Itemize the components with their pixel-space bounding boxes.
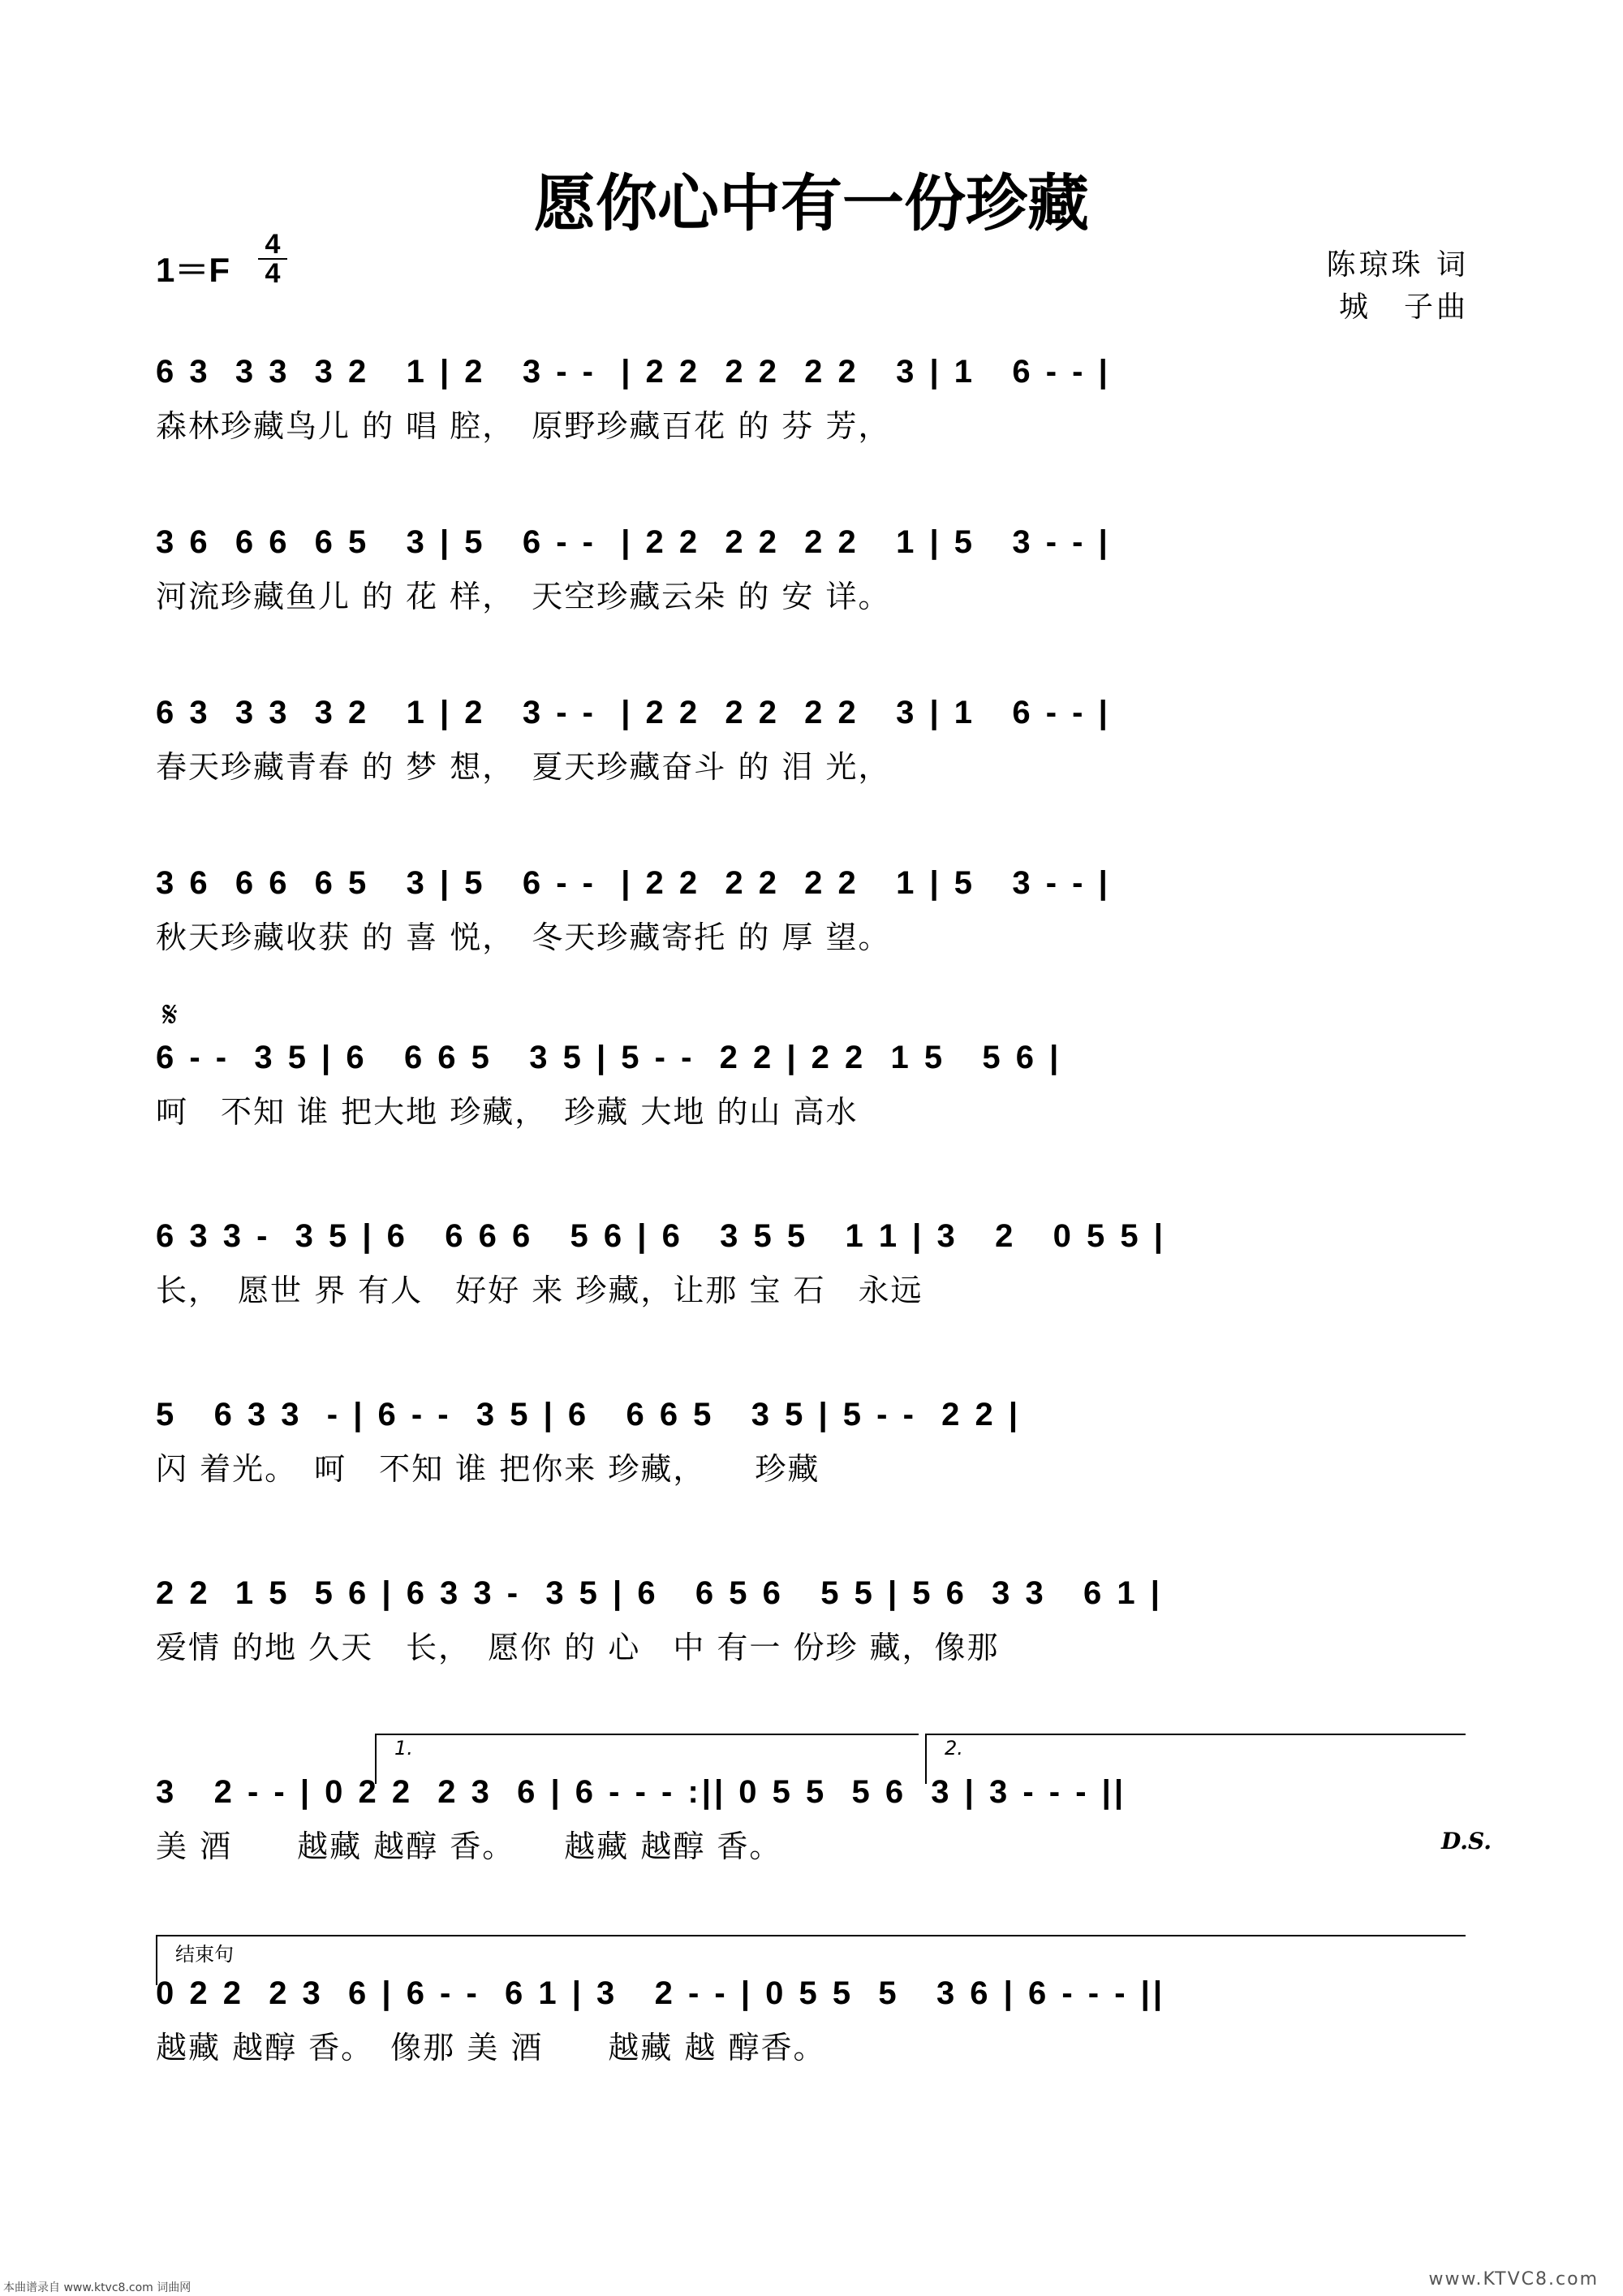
lyrics-line: 爱情 的地 久天 长， 愿你 的 心 中 有一 份珍 藏，像那 <box>156 1630 1000 1665</box>
dal-segno-mark: D.S. <box>1441 1828 1492 1854</box>
lyrics-line: 秋天珍藏收获 的 喜 悦， 冬天珍藏寄托 的 厚 望。 <box>156 920 891 955</box>
footer-source-note: 本曲谱录自 www.ktvc8.com 词曲网 <box>3 2281 192 2294</box>
footer-watermark: www.KTVC8.com <box>1428 2269 1599 2290</box>
lyrics-line: 长， 愿世 界 有人 好好 来 珍藏，让那 宝 石 永远 <box>156 1273 923 1308</box>
score-row-3 <box>0 690 1623 852</box>
lyrics-line: 河流珍藏鱼儿 的 花 样， 天空珍藏云朵 的 安 详。 <box>156 579 891 614</box>
notes-line: 0 2 2 2 3 6 | 6 - - 6 1 | 3 2 - - | 0 5 5 5 3 6 | 6 - - - || <box>156 1975 1166 2011</box>
notes-line: 6 3 3 3 3 2 1 | 2 3 - - | 2 2 2 2 2 2 3 | 1 6 - - | <box>156 354 1111 390</box>
lyrics-line: 闪 着光。 呵 不知 谁 把你来 珍藏， 珍藏 <box>156 1451 820 1487</box>
lyrics-line: 呵 不知 谁 把大地 珍藏， 珍藏 大地 的山 高水 <box>156 1094 859 1130</box>
key-signature: 1＝F <box>156 251 230 289</box>
lyricist-credit: 陈琼珠 词 <box>1326 248 1469 282</box>
composer-credit: 城 子曲 <box>1338 291 1469 324</box>
lyrics-line: 越藏 越醇 香。 像那 美 酒 越藏 越 醇香。 <box>156 2030 826 2066</box>
lyrics-line: 森林珍藏鸟儿 的 唱 腔， 原野珍藏百花 的 芬 芳， <box>156 408 891 444</box>
time-signature <box>258 230 287 287</box>
notes-line: 6 3 3 - 3 5 | 6 6 6 6 5 6 | 6 3 5 5 1 1 | 3 2 0 5 5 | <box>156 1218 1166 1254</box>
score-row-1 <box>0 349 1623 511</box>
notes-line: 3 6 6 6 6 5 3 | 5 6 - - | 2 2 2 2 2 2 1 | 5 3 - - | <box>156 865 1111 901</box>
volta-2-label: 2. <box>945 1737 963 1760</box>
lyrics-line: 春天珍藏青春 的 梦 想， 夏天珍藏奋斗 的 泪 光， <box>156 749 891 785</box>
time-signature-denominator: 4 <box>265 258 281 289</box>
notes-line: 3 6 6 6 6 5 3 | 5 6 - - | 2 2 2 2 2 2 1 | 5 3 - - | <box>156 524 1111 560</box>
notes-line: 6 3 3 3 3 2 1 | 2 3 - - | 2 2 2 2 2 2 3 | 1 6 - - | <box>156 695 1111 730</box>
page-title: 愿你心中有一份珍藏 <box>534 167 1089 239</box>
notes-line: 5 6 3 3 - | 6 - - 3 5 | 6 6 6 5 3 5 | 5 - - 2 2 | <box>156 1397 1022 1432</box>
notes-line: 3 2 - - | 0 2 2 2 3 6 | 6 - - - :|| 0 5 5 5 6 3 | 3 - - - || <box>156 1774 1127 1810</box>
lyrics-line: 美 酒 越藏 越醇 香。 越藏 越醇 香。 <box>156 1829 782 1864</box>
score-row-2 <box>0 519 1623 682</box>
score-row-9 <box>0 1769 1623 1932</box>
coda-label: 结束句 <box>175 1943 234 1966</box>
score-row-10 <box>0 1971 1623 2133</box>
score-row-6 <box>0 1213 1623 1376</box>
score-row-8 <box>0 1570 1623 1733</box>
volta-1-label: 1. <box>394 1737 413 1760</box>
score-row-4 <box>0 860 1623 1023</box>
notes-line: 2 2 1 5 5 6 | 6 3 3 - 3 5 | 6 6 5 6 5 5 | 5 6 3 3 6 1 | <box>156 1575 1163 1611</box>
notes-line: 6 - - 3 5 | 6 6 6 5 3 5 | 5 - - 2 2 | 2 2 1 5 5 6 | <box>156 1040 1062 1075</box>
score-row-7 <box>0 1392 1623 1554</box>
score-row-5 <box>0 1035 1623 1197</box>
time-signature-numerator: 4 <box>265 229 281 260</box>
segno-sign: 𝄋 <box>162 994 178 1036</box>
